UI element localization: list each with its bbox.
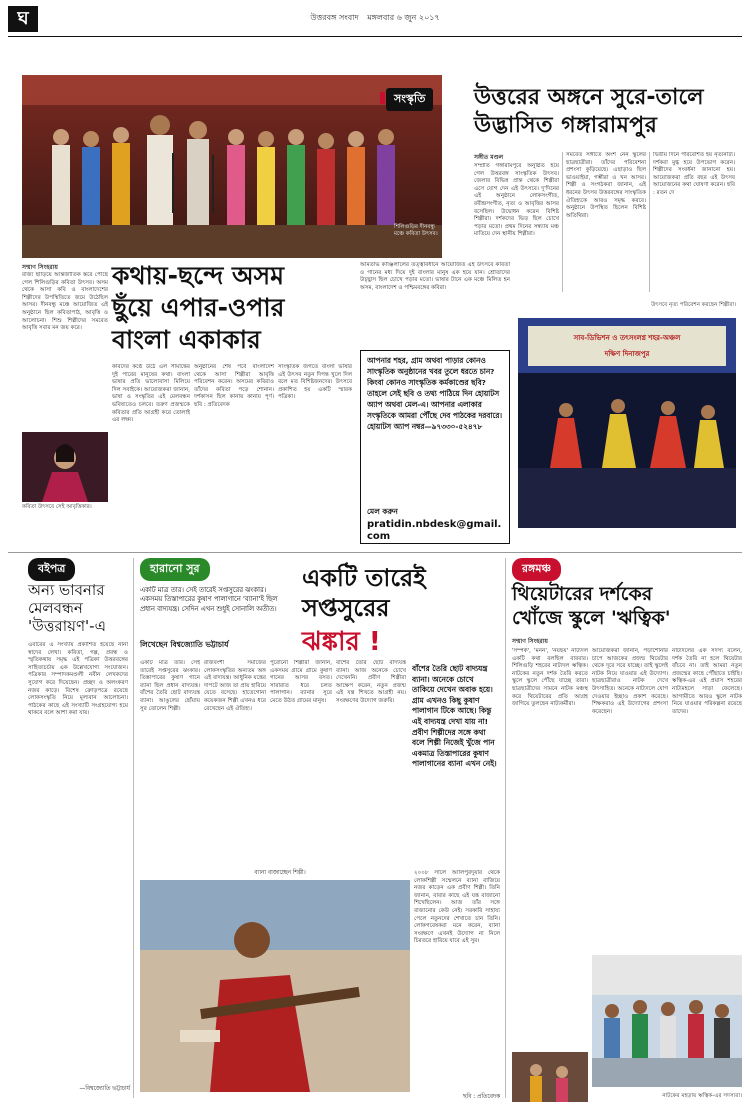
bena-caption: ব্যানা বাজাচ্ছেন শিল্পী। — [254, 870, 306, 876]
theatre-small-illustration — [512, 1052, 588, 1102]
top-col1: সম্প্রতি গঙ্গারামপুরে অনুষ্ঠিত হয়ে গেল উত্তরবঙ্গ সাংস্কৃতিক উৎসব। জেলার বিভিন্ন প্রান্ত থেকে শিল্পীরা এসে যোগ দেন এই উৎসবে। দু'দিনের এই অনুষ্ঠানে লোকসংগীত, রবীন্দ্রসংগীত, নৃত্য ও আবৃত্তির আসর বসেছিল। উদ্বোধন করেন বিশিষ্ট শিল্পীরা। দর্শকদের ভিড় ছিল চোখে পড়ার মতো। প্রথম দিনের সন্ধ্যায় মঞ্চ মাতিয়ে দেন স্থানীয় শিল্পীরা। — [474, 163, 559, 238]
banner-text-1: সাব-ডিভিশন ও তৎসংলগ্ন শহর-অঞ্চল — [573, 334, 681, 342]
music-intro: একটি মাত্র তার। সেই তারেই সপ্তসুরের ঝংকার। একসময় তিস্তাপারের কুষাণ পালাগানে 'ব্যানা'ই ছিল প্রধান বাদ্যযন্ত্র। সেদিন এখন শুধুই সোনালি অতীত। — [140, 586, 278, 613]
callout-box — [360, 350, 510, 544]
book-headline-3: 'উত্তরায়ণ'-এ — [28, 617, 106, 635]
bena-player-photo — [140, 880, 410, 1092]
tag-stage: রঙ্গমঞ্চ — [512, 558, 561, 581]
theatre-headline-1: থিয়েটারের দর্শকের — [512, 583, 653, 605]
top-col3: দ্বিতীয় দিনে পরিবেশিত হয় নৃত্যনাট্য। দর্শকরা মুগ্ধ হয়ে উপভোগ করেন। শিল্পীদের সংবর্ধনা জানানো হয়। আয়োজকরা প্রতি বছর এই উৎসব আয়োজনের কথা ঘোষণা করেন। ছবি : রতন দে — [653, 152, 735, 196]
book-headline-2: মেলবন্ধন — [28, 599, 83, 617]
dance-photo — [518, 318, 736, 528]
masthead-title — [0, 12, 750, 25]
music-col5: ২০০৮ সালে আলিপুরদুয়ার থেকে লোকশিল্পী সম্মেলনে ব্যানা বাজিয়ে নজর কাড়েন এক প্রবীণ শিল্পী। তিনি জানান, বাবার কাছে এই যন্ত্র বাজানো শিখেছিলেন। আজ তাঁর সঙ্গে বাজানোর কেউ নেই। সরকারি সাহায্য পেলে নতুনদের শেখাতে চান তিনি। লোকগবেষকরা মনে করেন, ব্যানা সংরক্ষণে এখনই উদ্যোগ না নিলে চিরতরে হারিয়ে যাবে এই সুর। — [414, 870, 500, 945]
banner-text-2: দক্ষিণ দিনাজপুর — [604, 350, 650, 358]
choir-illustration — [22, 75, 442, 258]
bena-illustration — [140, 880, 410, 1092]
music-headline-2: সপ্তসুরের — [302, 594, 390, 622]
second-col3: অনুষ্ঠানের শেষ পর্বে বাংলাদেশ থেকে আসা শিল্পীরা আবৃত্তি পরিবেশন করেন। অসমের কবিরাও তাঁদের কবিতা পড়ে শোনান। দর্শকাসন ছিল কানায় কানায় পূর্ণ। ছবি : প্রতিবেদক — [194, 364, 274, 408]
music-col4: বাঁশের তৈরি ছোট বাদ্যযন্ত্র ব্যানা। আজ অনেকে চোখে দেখেননি। প্রবীণ শিল্পীরা আক্ষেপ করেন, নতুন প্রজন্ম এই যন্ত্র শিখতে আগ্রহী নয়। সংরক্ষণের উদ্যোগ জরুরি। — [336, 660, 406, 704]
second-headline-line1: কথায়-ছন্দে অসম — [112, 261, 285, 290]
col-divider — [562, 152, 563, 292]
group-illustration — [592, 955, 742, 1087]
second-col1: রাজ্য ছাড়িয়ে আন্তর্জাতিক স্তরে পৌঁছে গেল শিলিগুড়ির কবিতা উৎসব। অসম থেকে আসা কবি ও বাংলাদেশের শিল্পীদের উপস্থিতিতে জমে উঠেছিল আসর। দীনবন্ধু মঞ্চে আয়োজিত এই অনুষ্ঠানে ছিল কবিতাপাঠ, আবৃত্তি ও আলোচনা। শিশু শিল্পীদের সমবেত আবৃত্তি সবার মন জয় করে। — [22, 272, 108, 332]
theatre-byline: সন্মাণ সিংহরায় — [512, 638, 548, 645]
callout-text: আপনার শহর, গ্রাম অথবা পাড়ার কোনও সাংস্কৃতিক অনুষ্ঠানের খবর তুলে ধরতে চান? কিংবা কোনও সাংস্কৃতিক কর্মকাণ্ডের ছবি? তাহলে সেই ছবি ও তথ্য পাঠিয়ে দিন হোয়াটস অ্যাপ অথবা মেল-এ। আপনার এলাকার সংস্কৃতিকে আমরা পৌঁছে দেব পাঠকের দরবারে। হোয়াটস অ্যাপ নম্বর—৯৭৩৩০-৫২৪৭৮ — [367, 356, 503, 431]
music-byline — [140, 640, 228, 652]
top-headline-line2: উদ্ভাসিত গঙ্গারামপুর — [474, 113, 658, 138]
masthead — [0, 0, 750, 40]
masthead-rule — [8, 36, 742, 37]
top-headline-line1: উত্তরের অঙ্গনে সুরে-তালে — [474, 85, 704, 110]
theatre-col2: আয়োজকরা জানান, পড়াশোনার চাপে আজকের প্রজন্ম থিয়েটার থেকে দূরে সরে যাচ্ছে। তাই স্কুলেই নাটক নিয়ে যাওয়ার এই উদ্যোগ। ছাত্রছাত্রীরাও নাটক দেখে উৎসাহিত। অনেকে নাট্যদলে যোগ দেওয়ার ইচ্ছাও প্রকাশ করেছে। শিক্ষকরাও এই উদ্যোগের প্রশংসা করেছেন। — [592, 648, 668, 715]
second-col2: কবিদের কণ্ঠে উঠে এল সীমান্তের দুই পারের মানুষের কথা। বাংলা ভাষার প্রতি ভালোবাসা মিলিয়ে দিল সবাইকে। আয়োজকরা জানান, ভাষা ও সংস্কৃতির এই মেলবন্ধন ভবিষ্যতেও চলবে। তরুণ প্রজন্মকে কবিতার প্রতি আগ্রহী করে তোলাই এর লক্ষ্য। — [112, 364, 190, 424]
callout-mail-label: মেল করুন — [367, 507, 398, 516]
page-letter: ঘ — [8, 6, 38, 32]
music-headline-1: একটি তারেই — [302, 564, 426, 592]
stage-photo-caption: শিলিগুড়ির দীনবন্ধু মঞ্চে কবিতা উৎসব। — [394, 224, 438, 237]
section-tag-marker — [380, 92, 385, 104]
music-col2: রাজবংশী সমাজের লোকসংস্কৃতির অন্যতম অঙ্গ এই বাদ্যযন্ত্র। আধুনিক যন্ত্রের দাপটে আজ তা প্রায় হারিয়ে যেতে বসেছে। হাতেগোনা কয়েকজন শিল্পী এখনও ধরে রেখেছেন এই ঐতিহ্য। — [204, 660, 266, 712]
dance-photo-caption: উৎসবে নৃত্য পরিবেশন করছেন শিল্পীরা। — [651, 302, 736, 308]
second-col4: সাংস্কৃতিক জগতে বাংলা ভাষার এই উৎসব নতুন দিগন্ত খুলে দিল বলে মত বিশিষ্টজনদের। উৎসবে প্রকাশিত হয় একটি স্মারক পত্রিকা। — [278, 364, 352, 401]
mid-rule — [8, 552, 742, 553]
tag-books: বইপত্র — [28, 558, 75, 581]
book-headline-1: অন্য ভাবনার — [28, 581, 105, 599]
book-body: এবারের এ সংখ্যায় প্রকাশিত হয়েছে নানা স্বাদের লেখা। কবিতা, গল্প, প্রবন্ধ ও স্মৃতিকথায় সমৃদ্ধ এই পত্রিকা উত্তরবঙ্গের সাহিত্যচর্চায় এক উল্লেখযোগ্য সংযোজন। পত্রিকার সম্পাদকমণ্ডলী নবীন লেখকদের সুযোগ করে দিয়েছেন। প্রচ্ছদ ও অলংকরণ নজর কাড়ে। বিশেষ ক্রোড়পত্রে রয়েছে লোকসংস্কৃতি নিয়ে মূল্যবান আলোচনা। পাঠকের কাছে এই সংখ্যাটি সংগ্রহযোগ্য হয়ে থাকবে বলে আশা করা যায়। — [28, 642, 128, 717]
theatre-col3: নাট্যদলের এক সদস্য বলেন, দর্শক তৈরি না হলে থিয়েটার বাঁচবে না। তাই আমরা নতুন প্রজন্মের কাছে পৌঁছাতে চাইছি। ঋত্বিক-এর এই প্রয়াস শহরের নাট্যমহলে সাড়া ফেলেছে। আগামীতে আরও স্কুলে নাটক নিয়ে যাওয়ার পরিকল্পনা রয়েছে তাদের। — [672, 648, 742, 715]
second-headline-line2: ছুঁয়ে এপার-ওপার — [112, 293, 285, 322]
top-byline: সঙ্গীত মণ্ডল — [474, 154, 504, 161]
music-byline-text: লিখেছেন বিশ্বজ্যোতি ভট্টাচার্য — [140, 640, 229, 649]
callout-email[interactable]: pratidin.nbdesk@gmail.com — [367, 519, 502, 542]
book-signature: —বিশ্বজ্যোতি ভট্টাচার্য — [79, 1086, 130, 1092]
col-divider — [133, 558, 134, 1098]
poet-caption: কবিতা উৎসবে সেই আবৃত্তিকার। — [22, 504, 92, 510]
stage-photo — [22, 75, 442, 258]
music-headline-3: ঝঙ্কার ! — [302, 627, 381, 657]
poet-portrait — [22, 432, 108, 502]
col-divider — [505, 558, 506, 1098]
second-byline: সন্মাণ সিংহরায় — [22, 264, 58, 271]
music-col1: একটি মাত্র তার। সেই তারেই সপ্তসুরের ঝংকার। তিস্তাপারের কুষাণ গানে ব্যানা ছিল প্রধান বাদ্যযন্ত্র। বাঁশের তৈরি ছোট বাদ্যযন্ত্র ব্যানা। আঙুলের ছোঁয়ায় সুর তোলেন শিল্পী। — [140, 660, 200, 712]
paper-name: উত্তরবঙ্গ সংবাদ — [310, 13, 359, 22]
second-col5: অমিতাভ কাঞ্জিলালের তত্ত্বাবধানে আয়োজিত এই উৎসবে কবিতা ও গানের মধ্য দিয়ে দুই বাংলার মানুষ এক হয়ে যান। শ্রোতাদের উচ্ছ্বাস ছিল চোখে পড়ার মতো। ভাষার টানে এক মঞ্চে মিলিত হন অসম, বাংলাদেশ ও পশ্চিমবঙ্গের কবিরা। — [360, 262, 510, 291]
masthead-date: মঙ্গলবার ৬ জুন ২০১৭ — [367, 13, 440, 22]
theatre-photo-caption: নাটকের মহড়ায় ঋত্বিক-এর সদস্যরা। — [662, 1093, 742, 1099]
music-credit: ছবি : প্রতিবেদক — [462, 1094, 500, 1100]
theatre-col1: 'সম্পর্ক', 'মনন', 'নয়ছয়' নাট্যদল একটি কথা বলছিল বারবার। শিলিগুড়ি শহরের নাট্যদল ঋত্বিক। নাটকের নতুন দর্শক তৈরি করতে স্কুলে স্কুলে পৌঁছে যাচ্ছে তারা। ছাত্রছাত্রীদের সামনে নাটক মঞ্চস্থ করে থিয়েটারের প্রতি আগ্রহ জাগিয়ে তুলছেন নাট্যকর্মীরা। — [512, 648, 588, 708]
tag-lost-tune: হারানো সুর — [140, 558, 210, 581]
col-divider — [649, 152, 650, 292]
second-headline-line3: বাংলা একাকার — [112, 325, 261, 354]
section-tag-culture: সংস্কৃতি — [386, 88, 433, 111]
top-col2: সমবেত সঙ্গীতে অংশ নেন স্কুলের ছাত্রছাত্রীরা। তাঁদের পরিবেশনা প্রশংসা কুড়িয়েছে। এছাড়াও ছিল ভাওয়াইয়া, গম্ভীরা ও খন আসর। শিল্পী ও সংগঠকরা জানান, এই ধরনের উৎসব উত্তরবঙ্গের সাংস্কৃতিক ঐতিহ্যকে আরও সমৃদ্ধ করবে। অনুষ্ঠানে উপস্থিত ছিলেন বিশিষ্ট অতিথিরা। — [566, 152, 646, 219]
theatre-group-photo — [592, 955, 742, 1087]
music-col3: পুরোনো শিল্পীরা জানান, একসময় গ্রামে গ্রামে কুষাণ গানের আসর বসত। সারারাত ধরে চলত পালাগান। ব্যানার সুরে মেতে উঠত গ্রামের মানুষ। — [270, 660, 332, 704]
music-pull-quote: বাঁশের তৈরি ছোট বাদ্যযন্ত্র ব্যানা। অনেকে চোখে তাকিয়ে দেখেন অবাক হয়ে। গ্রাম এখনও কিছু কুষাণ পালাগান টিকে আছে। কিন্তু এই বাদ্যযন্ত্র দেখা যায় না! প্রবীণ শিল্পীদের সঙ্গে কথা বলে শিল্পী নিজেই খুঁজে পান একমাত্র তিস্তাপারের কুষাণ পালাগানের ব্যানা এখন নেই। — [412, 664, 497, 769]
theatre-small-photo — [512, 1052, 588, 1102]
theatre-headline-2: খোঁজে স্কুলে 'ঋত্বিক' — [512, 607, 671, 629]
poet-illustration — [22, 432, 108, 502]
